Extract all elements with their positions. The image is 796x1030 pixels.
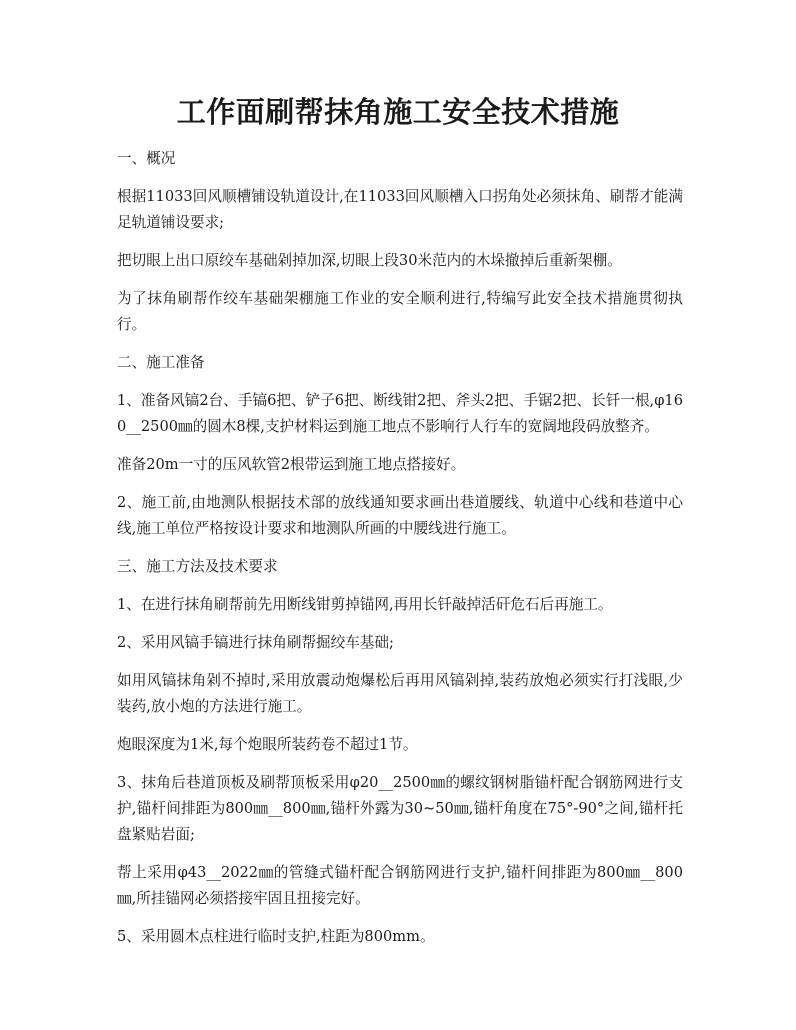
section-heading-methods: 三、施工方法及技术要求 — [117, 558, 278, 575]
paragraph: 如用风镐抹角剁不掉时,采用放震动炮爆松后再用风镐剁掉,装药放炮必须实行打浅眼,少装药,放小炮的方法进行施工。 — [117, 672, 683, 715]
paragraph: 根据11033回风顺槽铺设轨道设计,在11033回风顺槽入口拐角处必须抹角、刷帮才能满足轨道铺设要求; — [117, 188, 683, 231]
document-body — [117, 146, 683, 962]
paragraph: 为了抹角刷帮作绞车基础架棚施工作业的安全顺利进行,特编写此安全技术措施贯彻执行。 — [117, 290, 683, 333]
paragraph: 2、施工前,由地测队根据技术部的放线通知要求画出巷道腰线、轨道中心线和巷道中心线,施工单位严格按设计要求和地测队所画的中腰线进行施工。 — [117, 494, 683, 537]
document-title: 工作面刷帮抹角施工安全技术措施 — [176, 95, 620, 129]
paragraph: 1、在进行抹角刷帮前先用断线钳剪掉锚网,再用长钎敲掉活矸危石后再施工。 — [117, 596, 613, 613]
paragraph: 准备20m一寸的压风软管2根带运到施工地点搭接好。 — [117, 456, 466, 473]
paragraph: 把切眼上出口原绞车基础剁掉加深,切眼上段30米范内的木垛撤掉后重新架棚。 — [117, 252, 622, 269]
section-heading-preparation: 二、施工准备 — [117, 354, 205, 371]
paragraph: 1、准备风镐2台、手镐6把、铲子6把、断线钳2把、斧头2把、手锯2把、长钎一根,φ160__2500㎜的圆木8棵,支护材料运到施工地点不影响行人行车的宽阔地段码放整齐。 — [117, 392, 683, 435]
section-heading-overview: 一、概况 — [117, 150, 176, 167]
paragraph: 2、采用风镐手镐进行抹角刷帮掘绞车基础; — [117, 634, 394, 651]
paragraph: 炮眼深度为1米,每个炮眼所装药卷不超过1节。 — [117, 736, 418, 753]
paragraph: 5、采用圆木点柱进行临时支护,柱距为800mm。 — [117, 928, 435, 945]
paragraph: 3、抹角后巷道顶板及刷帮顶板采用φ20__2500㎜的螺纹钢树脂锚杆配合钢筋网进行支护,锚杆间排距为800㎜__800㎜,锚杆外露为30~50㎜,锚杆角度在75°-90°之间,锚杆托盘紧贴岩面; — [117, 774, 683, 843]
paragraph: 帮上采用φ43__2022㎜的管缝式锚杆配合钢筋网进行支护,锚杆间排距为800㎜__800㎜,所挂锚网必须搭接牢固且扭接完好。 — [117, 864, 683, 907]
